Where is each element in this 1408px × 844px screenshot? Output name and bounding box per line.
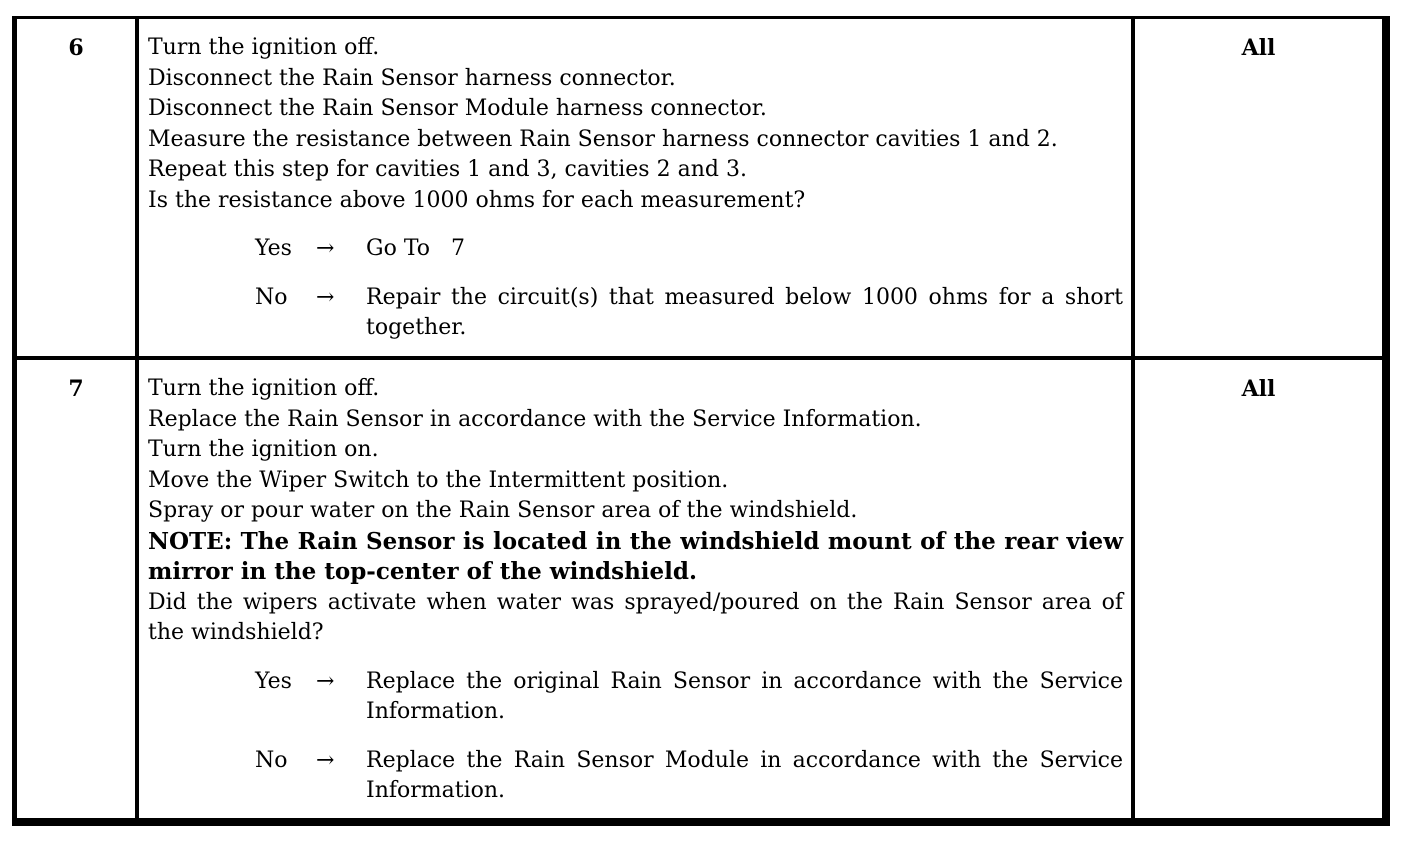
step-cell <box>17 19 139 356</box>
no-result: Repair the circuit(s) that measured below 1000 ohms for a short together. <box>366 284 1123 340</box>
yes-label: Yes <box>255 236 292 261</box>
no-result: Replace the Rain Sensor Module in accordance with the Service Information. <box>366 747 1123 803</box>
no-label: No <box>255 284 288 310</box>
value-cell <box>1135 19 1382 356</box>
table-row <box>17 360 1382 818</box>
arrow-right-icon: → <box>316 284 335 310</box>
arrow-right-icon: → <box>316 747 335 773</box>
instruction-line: Repeat this step for cavities 1 and 3, cavities 2 and 3. <box>148 157 747 182</box>
instruction-line: Turn the ignition off. <box>148 376 380 401</box>
yes-option <box>148 234 1123 265</box>
instruction-line: Replace the Rain Sensor in accordance with the Service Information. <box>148 406 922 432</box>
no-option <box>148 746 1123 807</box>
instruction-line: Turn the ignition off. <box>148 35 380 60</box>
instruction-line: Is the resistance above 1000 ohms for each measurement? <box>148 187 806 213</box>
instruction-line: Move the Wiper Switch to the Intermittent position. <box>148 467 729 493</box>
no-option <box>148 283 1123 344</box>
instruction-line: Disconnect the Rain Sensor harness connector. <box>148 65 676 91</box>
no-label: No <box>255 747 288 773</box>
yes-result: Go To 7 <box>366 236 465 261</box>
step-number: 6 <box>68 35 84 61</box>
value-text: All <box>1241 376 1276 402</box>
value-cell <box>1135 360 1382 818</box>
step-number: 7 <box>68 376 84 402</box>
value-text: All <box>1241 35 1276 61</box>
step-cell <box>17 360 139 818</box>
instruction-line: Turn the ignition on. <box>148 437 379 462</box>
yes-option <box>148 667 1123 728</box>
action-cell <box>139 19 1135 356</box>
arrow-right-icon: → <box>316 236 335 261</box>
yes-result: Replace the original Rain Sensor in accordance with the Service Information. <box>366 668 1123 724</box>
table-row <box>17 19 1382 360</box>
instruction-line: Disconnect the Rain Sensor Module harness connector. <box>148 96 767 121</box>
action-cell <box>139 360 1135 818</box>
yes-label: Yes <box>255 668 292 694</box>
diagnostic-table <box>12 16 1390 826</box>
question-text: Did the wipers activate when water was sprayed/poured on the Rain Sensor area of the windshield? <box>148 589 1123 645</box>
instruction-line: Spray or pour water on the Rain Sensor area of the windshield. <box>148 498 858 523</box>
note-text: NOTE: The Rain Sensor is located in the windshield mount of the rear view mirror in the top-center of the windshield. <box>148 527 1123 585</box>
arrow-right-icon: → <box>316 668 335 694</box>
instruction-line: Measure the resistance between Rain Sensor harness connector cavities 1 and 2. <box>148 126 1058 152</box>
